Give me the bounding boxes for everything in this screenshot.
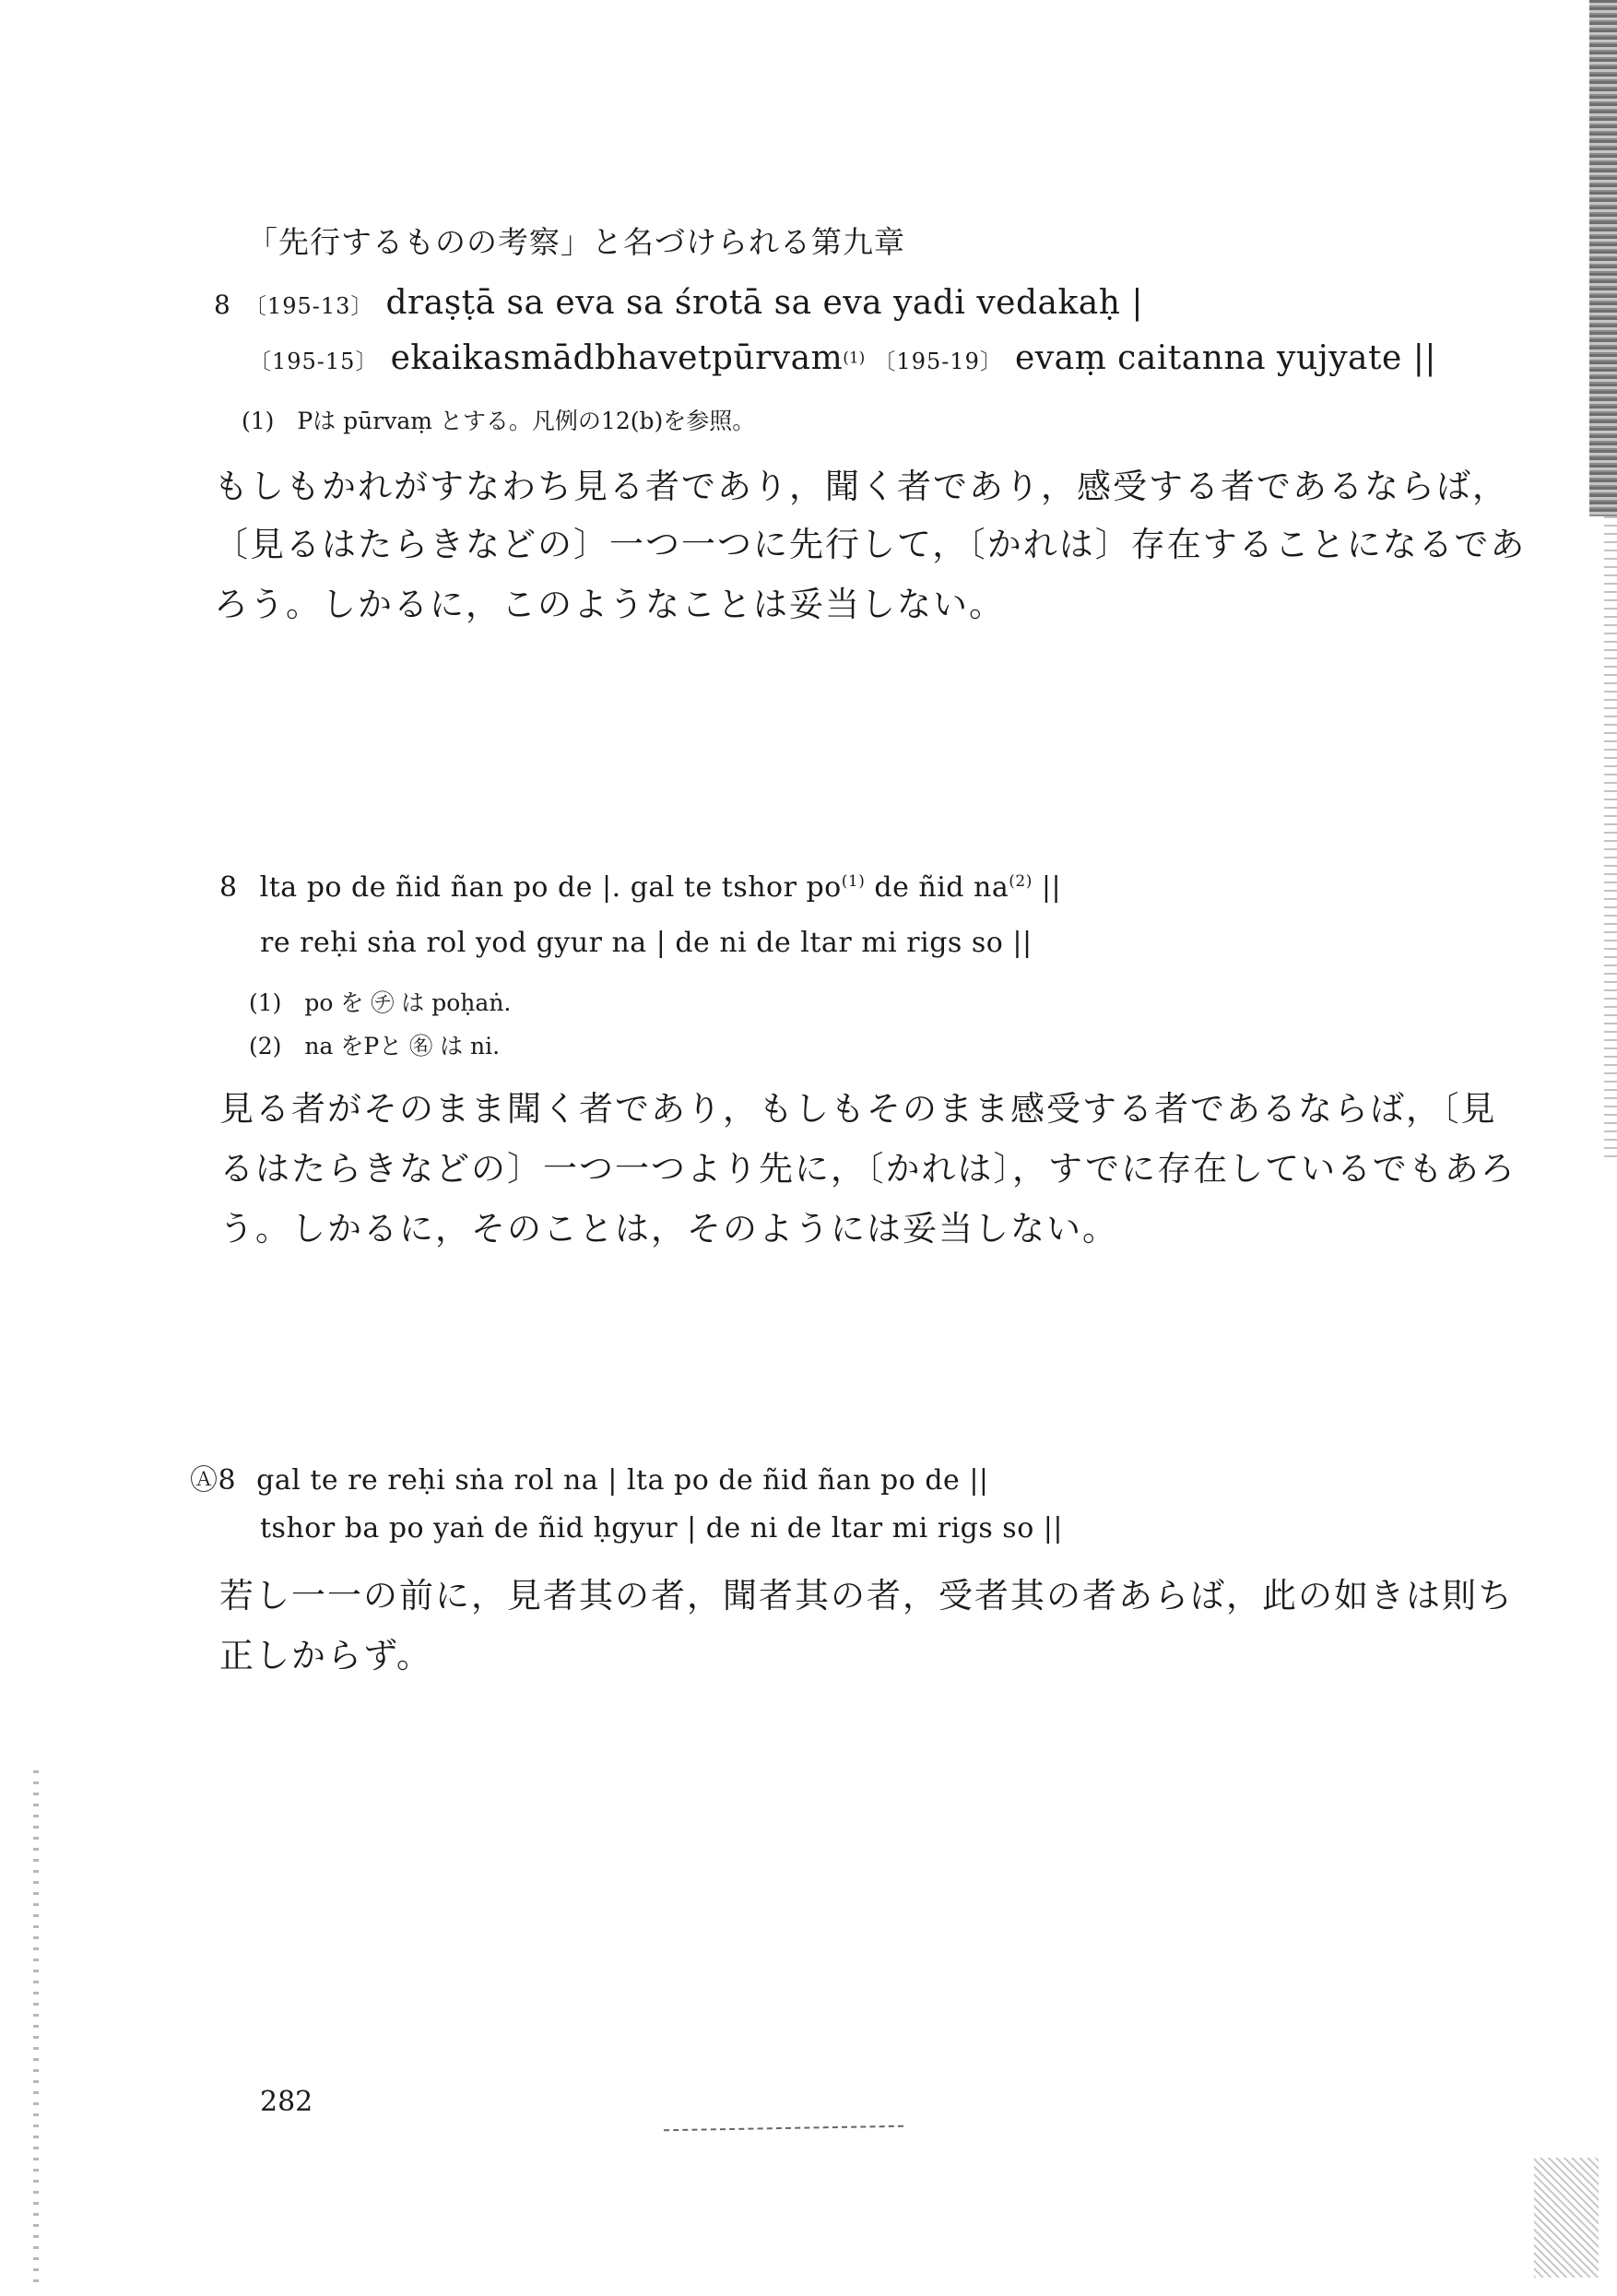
- footnote-marker: (1): [843, 349, 866, 368]
- tibetan-text: gal te re reḥi sṅa rol na | lta po de ñid ñan po de ||: [256, 1464, 989, 1497]
- sanskrit-translation-line: ろう。しかるに，このようなことは妥当しない。: [214, 585, 1005, 624]
- footnote-marker: (1): [841, 872, 866, 891]
- chinese-tibetan-line-1: [190, 1457, 989, 1497]
- sanskrit-text: draṣṭā sa eva sa śrotā sa eva yadi vedakaḥ |: [385, 284, 1144, 322]
- scan-edge-artifact: [1589, 0, 1617, 516]
- line-reference: 〔195-15〕: [249, 349, 379, 374]
- sanskrit-text: ekaikasmādbhavetpūrvam: [390, 339, 844, 377]
- chinese-translation-line: 正しからず。: [219, 1636, 433, 1675]
- verse-number: 8: [219, 871, 238, 904]
- chapter-title: 「先行するものの考察」と名づけられる第九章: [247, 224, 905, 260]
- chinese-tibetan-line-2: tshor ba po yaṅ de ñid ḥgyur | de ni de ltar mi rigs so ||: [260, 1512, 1064, 1544]
- scan-edge-artifact: [1604, 516, 1617, 1162]
- section-marker: Ⓐ8: [190, 1464, 237, 1497]
- line-reference: 〔195-13〕: [243, 293, 374, 319]
- tibetan-translation-line: う。しかるに，そのことは，そのようには妥当しない。: [219, 1209, 1118, 1249]
- tibetan-footnote: (2) na をPと ㊔ は ni.: [249, 1033, 501, 1059]
- tibetan-line-2: re reḥi sṅa rol yod gyur na | de ni de ltar mi rigs so ||: [260, 927, 1033, 959]
- footnote-marker: (2): [1009, 872, 1033, 891]
- sanskrit-translation-line: もしもかれがすなわち見る者であり，聞く者であり，感受する者であるならば，: [214, 467, 1508, 506]
- sanskrit-translation-line: 〔見るはたらきなどの〕一つ一つに先行して，〔かれは〕存在することになるであ: [214, 525, 1527, 564]
- scan-corner-artifact: [1534, 2158, 1599, 2278]
- tibetan-footnote: (1) po を ㋠ は poḥaṅ.: [249, 989, 512, 1016]
- sanskrit-footnote: (1) Pは pūrvaṃ とする。凡例の12(b)を参照。: [242, 408, 756, 434]
- verse-number: 8: [214, 290, 230, 320]
- scan-left-edge-artifact: [33, 1770, 39, 2287]
- sanskrit-line-2: [249, 339, 1436, 377]
- scan-dash-artifact: [664, 2125, 903, 2132]
- line-reference: 〔195-19〕: [873, 349, 1003, 374]
- page-number: 282: [260, 2086, 313, 2118]
- tibetan-text: ||: [1032, 871, 1062, 904]
- sanskrit-text: evaṃ caitanna yujyate ||: [1014, 339, 1436, 377]
- sanskrit-line-1: [214, 284, 1143, 322]
- tibetan-text: de ñid na: [865, 871, 1009, 904]
- tibetan-translation-line: るはたらきなどの〕一つ一つより先に，〔かれは〕，すでに存在しているでもあろ: [219, 1149, 1517, 1189]
- tibetan-translation-line: 見る者がそのまま聞く者であり，もしもそのまま感受する者であるならば，〔見: [219, 1089, 1497, 1129]
- tibetan-line-1: [219, 871, 1061, 904]
- tibetan-text: lta po de ñid ñan po de |. gal te tshor po: [259, 871, 842, 904]
- chinese-translation-line: 若し一一の前に，見者其の者，聞者其の者，受者其の者あらば，此の如きは則ち: [219, 1576, 1514, 1615]
